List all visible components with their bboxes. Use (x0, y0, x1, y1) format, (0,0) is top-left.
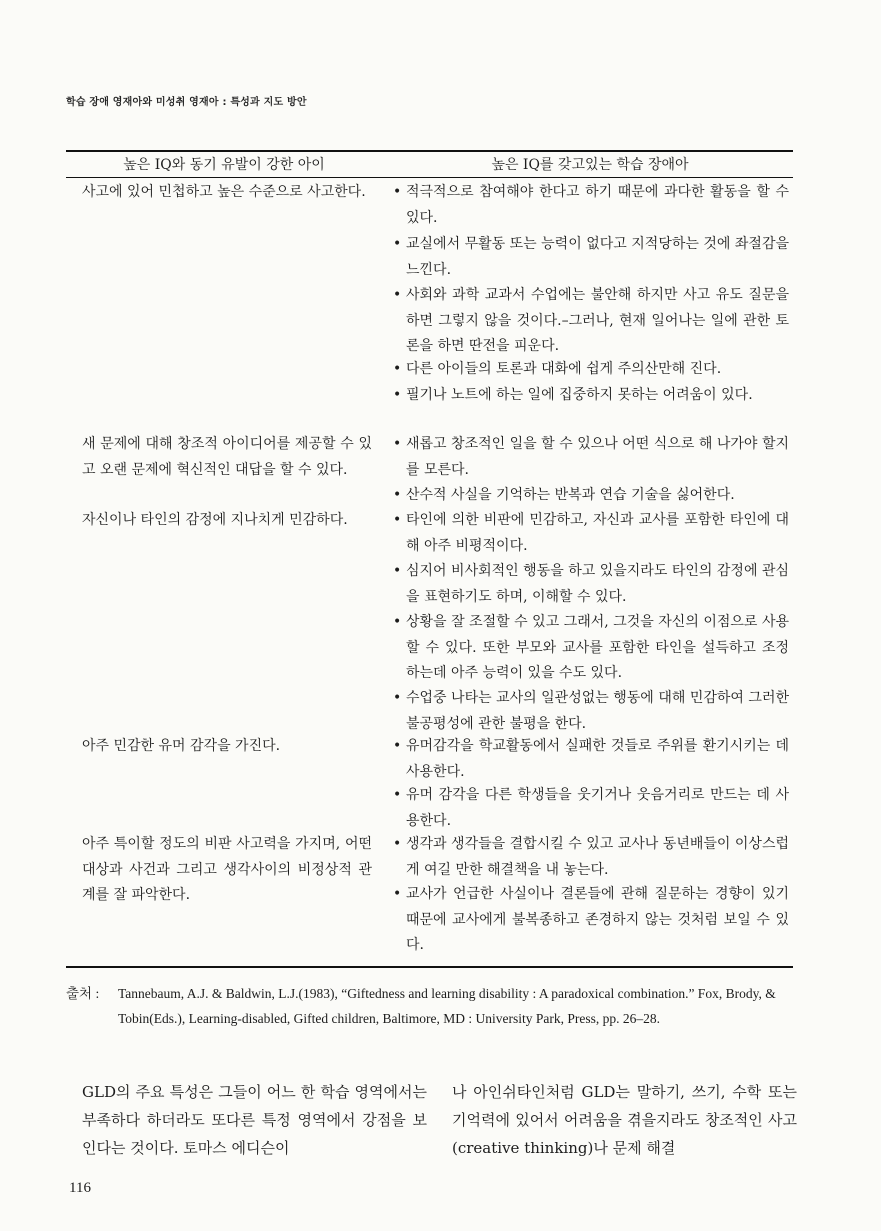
body-text-left: GLD의 주요 특성은 그들이 어느 한 학습 영역에서는 부족하다 하더라도 또다른 특정 영역에서 강점을 보인다는 것이다. 토마스 에디슨이 (82, 1083, 427, 1157)
running-header: 학습 장애 영재아와 미성취 영재아 : 특성과 지도 방안 (66, 97, 307, 108)
table-right-item: • 교사가 언급한 사실이나 결론들에 관해 질문하는 경향이 있기 때문에 교사에게 불복종하고 존경하지 않는 것처럼 보일 수 있다. (393, 882, 789, 959)
table-right-item: • 필기나 노트에 하는 일에 집중하지 못하는 어려움이 있다. (393, 383, 789, 409)
table-right-item: • 산수적 사실을 기억하는 반복과 연습 기술을 싫어한다. (393, 483, 789, 509)
page-number: 116 (69, 1180, 91, 1196)
table-top-rule (66, 150, 793, 152)
bullet-icon: • (393, 787, 402, 803)
table-header-left: 높은 IQ와 동기 유발이 강한 아이 (123, 157, 325, 173)
table-right-item: • 유머 감각을 다른 학생들을 웃기거나 웃음거리로 만드는 데 사용한다. (393, 783, 789, 834)
source-label: 출처 : (66, 986, 100, 1001)
table-left-cell: 새 문제에 대해 창조적 아이디어를 제공할 수 있고 오랜 문제에 혁신적인 대답을 할 수 있다. (82, 436, 372, 478)
table-right-item: • 생각과 생각들을 결합시킬 수 있고 교사나 동년배들이 이상스럽게 여길 만한 해결책을 내 놓는다. (393, 832, 789, 883)
bullet-icon: • (393, 690, 402, 706)
body-text-right: 나 아인쉬타인처럼 GLD는 말하기, 쓰기, 수학 또는 기억력에 있어서 어려움을 겪을지라도 창조적인 사고(creative thinking)나 문제 해결 (452, 1083, 797, 1157)
bullet-icon: • (393, 836, 402, 852)
table-left-cell: 아주 민감한 유머 감각을 가진다. (82, 738, 281, 754)
bullet-icon: • (393, 184, 402, 200)
bullet-icon: • (393, 512, 402, 528)
table-right-item: • 교실에서 무활동 또는 능력이 없다고 지적당하는 것에 좌절감을 느낀다. (393, 232, 789, 283)
table-right-item: • 사회와 과학 교과서 수업에는 불안해 하지만 사고 유도 질문을 하면 그렇지 않을 것이다.–그러나, 현재 일어나는 일에 관한 토론을 하면 딴전을 피운다. (393, 283, 789, 360)
bullet-icon: • (393, 436, 402, 452)
table-right-item: • 적극적으로 참여해야 한다고 하기 때문에 과다한 활동을 할 수 있다. (393, 180, 789, 231)
bullet-icon: • (393, 236, 402, 252)
bullet-icon: • (393, 387, 402, 403)
bullet-icon: • (393, 361, 402, 377)
table-right-item: • 상황을 잘 조절할 수 있고 그래서, 그것을 자신의 이점으로 사용할 수 있다. 또한 부모와 교사를 포함한 타인을 설득하고 조정 하는데 아주 능력이 있을 수도 있다. (393, 610, 789, 687)
table-header-right: 높은 IQ를 갖고있는 학습 장애아 (491, 157, 689, 173)
table-left-cell: 사고에 있어 민첩하고 높은 수준으로 사고한다. (82, 184, 366, 200)
table-right-item: • 타인에 의한 비판에 민감하고, 자신과 교사를 포함한 타인에 대해 아주 비평적이다. (393, 508, 789, 559)
table-left-cell: 아주 특이할 정도의 비판 사고력을 가지며, 어떤 대상과 사건과 그리고 생각사이의 비정상적 관계를 잘 파악한다. (82, 836, 372, 904)
bullet-icon: • (393, 487, 402, 503)
bullet-icon: • (393, 614, 402, 630)
table-right-item: • 유머감각을 학교활동에서 실패한 것들로 주위를 환기시키는 데 사용한다. (393, 734, 789, 785)
table-right-item: • 다른 아이들의 토론과 대화에 쉽게 주의산만해 진다. (393, 357, 789, 383)
bullet-icon: • (393, 886, 402, 902)
table-header-rule (66, 177, 793, 178)
table-right-item: • 새롭고 창조적인 일을 할 수 있으나 어떤 식으로 해 나가야 할지를 모른다. (393, 432, 789, 483)
bullet-icon: • (393, 287, 402, 303)
bullet-icon: • (393, 563, 402, 579)
table-bottom-rule (66, 966, 793, 968)
source-text: Tannebaum, A.J. & Baldwin, L.J.(1983), “Giftedness and learning disability : A paradoxical combination.” Fox, Brody, & Tobin(Eds.), Learning-disabled, Gifted children, Baltimore, MD : University Park, Press, pp. 26–28. (118, 986, 776, 1026)
table-right-item: • 심지어 비사회적인 행동을 하고 있을지라도 타인의 감정에 관심을 표현하기도 하며, 이해할 수 있다. (393, 559, 789, 610)
source-citation (66, 982, 796, 1031)
table-left-cell: 자신이나 타인의 감정에 지나치게 민감하다. (82, 512, 348, 528)
table-right-item: • 수업중 나타는 교사의 일관성없는 행동에 대해 민감하여 그러한 불공평성에 관한 불평을 한다. (393, 686, 789, 737)
bullet-icon: • (393, 738, 402, 754)
